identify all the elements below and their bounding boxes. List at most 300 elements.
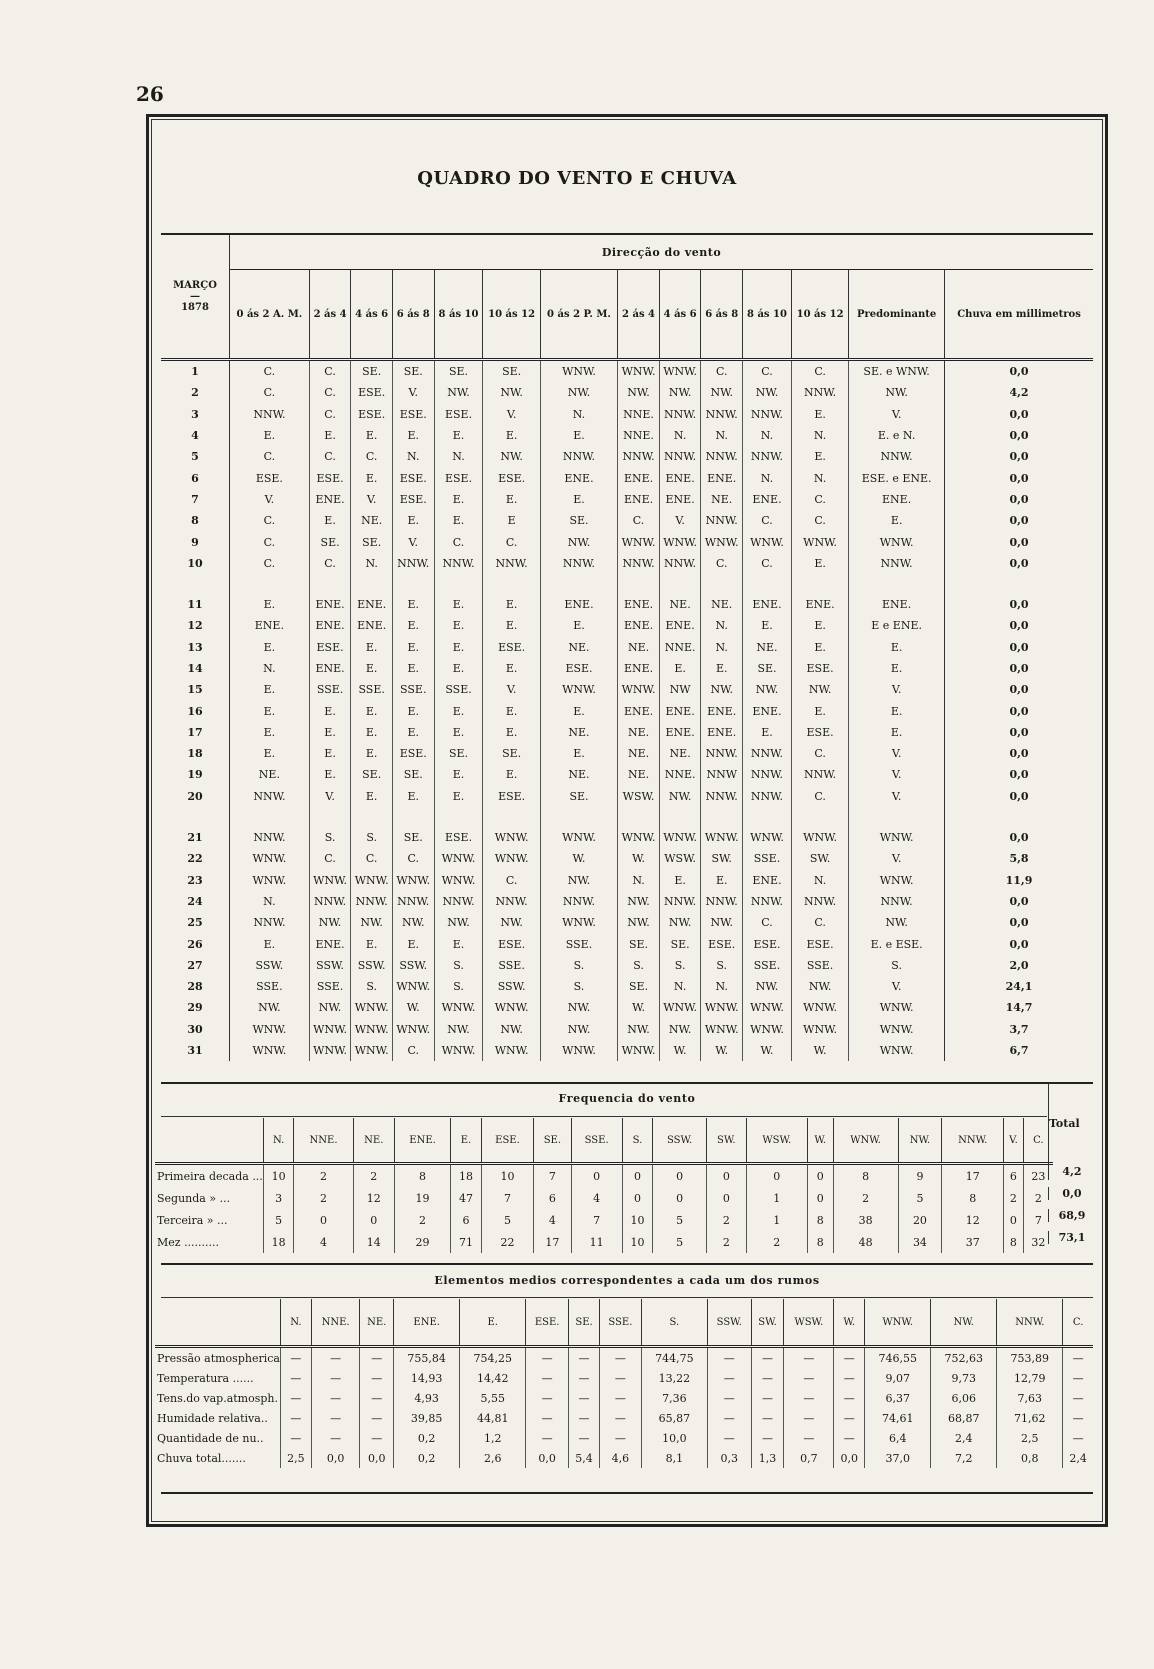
direction-cell: NW. [483,912,540,933]
direction-cell: N. [743,425,792,446]
direction-cell: E. [230,700,310,721]
day-cell: 2 [161,382,230,403]
element-cell: — [751,1368,784,1388]
day-cell: 24 [161,891,230,912]
direction-cell: V. [230,489,310,510]
direction-cell: C. [618,510,660,531]
element-cell: 2,4 [931,1428,997,1448]
element-cell: — [834,1428,865,1448]
frequency-cell: 5 [653,1209,707,1231]
table-row [161,997,1093,1018]
direction-cell: E. [230,933,310,954]
direction-cell: W. [743,1040,792,1061]
gap-cell [230,807,310,827]
direction-cell: E. [230,425,310,446]
month-separator: — [190,291,200,302]
direction-cell: E. [392,637,434,658]
direction-cell: NNW. [659,404,701,425]
direction-cell: ENE. [618,658,660,679]
rain-cell: 0,0 [945,933,1093,954]
table-row [155,1428,1093,1448]
table-row [161,425,1093,446]
direction-cell: N. [618,870,660,891]
column-header: NNW. [942,1118,1004,1164]
table-row [161,848,1093,869]
rain-cell: 0,0 [945,615,1093,636]
decade-gap [161,574,1093,594]
direction-cell: SE. [351,360,393,383]
element-cell: 71,62 [997,1408,1063,1428]
column-header: WSW. [746,1118,807,1164]
element-cell: 7,63 [997,1388,1063,1408]
direction-cell: SSW. [392,955,434,976]
table-row [155,1209,1053,1231]
day-cell: 23 [161,870,230,891]
rain-cell: 0,0 [945,489,1093,510]
direction-cell: C. [743,510,792,531]
element-cell: 6,4 [865,1428,931,1448]
day-cell: 21 [161,827,230,848]
direction-cell: ENE. [618,615,660,636]
direction-cell: NW. [618,382,660,403]
direction-cell: NNW. [483,553,540,574]
direction-group-header: Direcção do vento [230,235,1094,270]
direction-cell: C. [351,446,393,467]
gap-cell [743,574,792,594]
element-cell: 8,1 [641,1448,707,1468]
direction-cell: WNW. [540,912,618,933]
direction-cell: C. [743,360,792,383]
day-cell: 8 [161,510,230,531]
frequency-cell: 2 [706,1209,746,1231]
rain-cell: 0,0 [945,404,1093,425]
frequency-cell: 2 [746,1231,807,1253]
direction-cell: NW. [434,382,483,403]
element-cell: — [1063,1408,1093,1428]
direction-cell: N. [743,467,792,488]
direction-cell: S. [849,955,945,976]
direction-cell: NW. [540,997,618,1018]
direction-cell: S. [540,955,618,976]
direction-cell: C. [434,531,483,552]
table-row [161,743,1093,764]
direction-cell: ESE. [483,933,540,954]
direction-cell: NE. [743,637,792,658]
direction-cell: E. [351,743,393,764]
direction-cell: ESE. [540,658,618,679]
frequency-cell: 32 [1023,1231,1053,1253]
direction-cell: NNW. [659,553,701,574]
table-row [161,594,1093,615]
gap-cell [945,807,1093,827]
column-header: NNW. [997,1299,1063,1347]
direction-cell: WNW. [230,1019,310,1040]
direction-cell: WNW. [618,360,660,383]
direction-cell: WNW. [434,848,483,869]
frequency-cell: 0 [571,1164,622,1188]
direction-cell: ESE. [791,933,848,954]
frequency-cell: 37 [942,1231,1004,1253]
frequency-cell: 8 [833,1164,898,1188]
day-cell: 20 [161,786,230,807]
direction-cell: E. [849,637,945,658]
table-row [155,1231,1053,1253]
day-cell: 22 [161,848,230,869]
column-header: WNW. [833,1118,898,1164]
direction-cell: WNW. [392,1019,434,1040]
element-cell: 6,37 [865,1388,931,1408]
direction-cell: V. [849,764,945,785]
day-cell: 12 [161,615,230,636]
direction-cell: E. [434,764,483,785]
direction-cell: SE. [618,933,660,954]
direction-cell: N. [791,467,848,488]
direction-cell: E. [791,615,848,636]
direction-cell: WNW. [434,1040,483,1061]
direction-cell: WNW. [230,1040,310,1061]
direction-cell: E. [351,722,393,743]
table-row [161,912,1093,933]
direction-cell: WNW. [791,827,848,848]
table-row [161,467,1093,488]
direction-cell: N. [434,446,483,467]
frequency-cell: 2 [706,1231,746,1253]
row-label: Humidade relativa.. [157,1411,268,1425]
direction-cell: E. [309,700,351,721]
element-cell: — [280,1428,311,1448]
direction-cell: WNW. [618,827,660,848]
element-cell: 753,89 [997,1347,1063,1369]
rain-cell: 0,0 [945,679,1093,700]
direction-cell: NNE. [618,404,660,425]
rain-cell: 0,0 [945,700,1093,721]
direction-cell: E. [849,658,945,679]
direction-cell: WNW. [849,827,945,848]
element-cell: 0,8 [997,1448,1063,1468]
direction-cell: NE. [618,722,660,743]
direction-cell: WNW. [618,679,660,700]
gap-cell [701,807,743,827]
direction-cell: WNW. [540,679,618,700]
row-label: Segunda » ... [157,1191,231,1205]
element-cell: 5,4 [569,1448,600,1468]
direction-cell: E. [791,553,848,574]
rain-cell: 0,0 [945,786,1093,807]
direction-cell: NNW. [309,891,351,912]
column-header: 0 ás 2 P. M. [540,270,618,360]
direction-cell: NW. [230,997,310,1018]
direction-cell: E. [392,615,434,636]
frequency-cell: 6 [451,1209,482,1231]
element-cell: 1,2 [460,1428,526,1448]
direction-cell: SSE. [230,976,310,997]
direction-cell: NNW. [540,446,618,467]
direction-cell: NW. [483,382,540,403]
element-cell: — [707,1368,751,1388]
direction-cell: N. [791,870,848,891]
rain-cell: 0,0 [945,722,1093,743]
direction-cell: NE. [540,637,618,658]
column-header: 2 ás 4 [618,270,660,360]
element-cell: 2,5 [280,1448,311,1468]
direction-cell: ESE. [483,467,540,488]
table-row [155,1368,1093,1388]
element-cell: — [600,1408,642,1428]
direction-cell: SE. [351,531,393,552]
table-row [161,764,1093,785]
direction-cell: NW. [618,1019,660,1040]
direction-cell: WNW. [434,870,483,891]
column-header: 10 ás 12 [483,270,540,360]
frequency-cell: 2 [394,1209,450,1231]
rain-cell: 0,0 [945,594,1093,615]
row-label: Pressão atmospherica [157,1351,280,1365]
column-header: ESE. [481,1118,533,1164]
rain-cell: 0,0 [945,467,1093,488]
direction-cell: E. [540,425,618,446]
direction-cell: E. [351,786,393,807]
direction-cell: E. [791,404,848,425]
direction-cell: SE. [483,743,540,764]
frequency-cell: 18 [451,1164,482,1188]
direction-cell: NNE. [659,764,701,785]
row-label: Primeira decada ... [157,1169,263,1183]
direction-cell: NW. [540,870,618,891]
column-header: SSW. [653,1118,707,1164]
element-cell: 0,0 [311,1448,359,1468]
direction-cell: C. [791,489,848,510]
direction-cell: E. [743,722,792,743]
direction-cell: NE. [540,722,618,743]
element-cell: — [707,1388,751,1408]
rule-elements-sub [161,1297,1093,1298]
direction-cell: C. [743,912,792,933]
rain-cell: 0,0 [945,360,1093,383]
direction-cell: SSE. [309,976,351,997]
direction-cell: WNW. [849,870,945,891]
direction-cell: ENE. [618,489,660,510]
direction-cell: WNW. [540,1040,618,1061]
direction-cell: NW. [483,446,540,467]
day-cell: 29 [161,997,230,1018]
direction-cell: SSW. [351,955,393,976]
table-row [161,615,1093,636]
element-cell: 4,93 [394,1388,460,1408]
rain-cell: 11,9 [945,870,1093,891]
frequency-cell: 6 [1004,1164,1024,1188]
element-cell: 44,81 [460,1408,526,1428]
element-cell: 2,6 [460,1448,526,1468]
frequency-cell: 47 [451,1187,482,1209]
element-cell: — [834,1368,865,1388]
element-cell: — [360,1388,394,1408]
frequency-cell: 2 [833,1187,898,1209]
table-row [161,1019,1093,1040]
direction-cell: E. [309,743,351,764]
element-cell: 13,22 [641,1368,707,1388]
direction-cell: E. [434,594,483,615]
direction-cell: NNE. [618,425,660,446]
direction-cell: E. [392,658,434,679]
element-cell: 755,84 [394,1347,460,1369]
direction-cell: NE. [540,764,618,785]
element-cell: — [360,1428,394,1448]
table-row [155,1408,1093,1428]
direction-cell: C. [309,553,351,574]
direction-cell: C. [309,382,351,403]
direction-cell: SE. [659,933,701,954]
frequency-cell: 0 [706,1164,746,1188]
rain-cell: 0,0 [945,553,1093,574]
direction-cell: C. [791,743,848,764]
direction-cell: C. [791,360,848,383]
column-header: N. [263,1118,294,1164]
row-label: Terceira » ... [157,1213,228,1227]
frequency-cell: 71 [451,1231,482,1253]
column-header: NW. [898,1118,942,1164]
frequency-cell: 2 [1023,1187,1053,1209]
frequency-cell: 29 [394,1231,450,1253]
column-header: 0 ás 2 A. M. [230,270,310,360]
direction-cell: E. e ESE. [849,933,945,954]
direction-cell: NNW. [230,404,310,425]
frequency-cell: 4 [534,1209,571,1231]
element-cell: — [526,1408,569,1428]
direction-cell: WNW. [351,870,393,891]
direction-cell: ENE. [309,658,351,679]
frequency-cell: 7 [1023,1209,1053,1231]
table-row [161,827,1093,848]
frequency-cell: 0 [653,1164,707,1188]
rain-cell: 5,8 [945,848,1093,869]
direction-cell: WSW. [659,848,701,869]
frequency-cell: 0 [622,1164,653,1188]
frequency-cell: 0 [706,1187,746,1209]
direction-cell: WNW. [483,827,540,848]
direction-cell: ESE. [230,467,310,488]
frequency-cell: 8 [942,1187,1004,1209]
element-cell: — [280,1347,311,1369]
direction-cell: ENE. [618,700,660,721]
direction-cell: SSE. [743,848,792,869]
element-cell: — [834,1347,865,1369]
element-cell: — [569,1428,600,1448]
direction-cell: NW. [791,679,848,700]
direction-cell: E. [434,658,483,679]
gap-cell [161,807,230,827]
direction-cell: E. [392,933,434,954]
gap-cell [351,574,393,594]
frequency-cell: 9 [898,1164,942,1188]
direction-cell: E. [434,933,483,954]
wind-frequency-table [155,1118,1053,1253]
direction-cell: NE. [618,743,660,764]
table-row [161,658,1093,679]
direction-cell: ENE. [701,700,743,721]
direction-cell: NE. [701,489,743,510]
direction-cell: C. [230,531,310,552]
direction-cell: V. [849,679,945,700]
direction-cell: ENE. [309,594,351,615]
column-header: S. [641,1299,707,1347]
element-cell: — [600,1388,642,1408]
gap-cell [434,807,483,827]
direction-cell: ENE. [791,594,848,615]
element-cell: — [360,1347,394,1369]
direction-cell: WNW. [540,827,618,848]
direction-cell: NE. [351,510,393,531]
direction-cell: E. [483,594,540,615]
direction-cell: NW. [701,912,743,933]
rain-cell: 0,0 [945,912,1093,933]
direction-cell: V. [483,679,540,700]
element-cell: 0,7 [784,1448,834,1468]
direction-cell: SSE. [434,679,483,700]
table-row [161,933,1093,954]
direction-cell: NNW. [849,891,945,912]
table-row [161,700,1093,721]
direction-cell: ENE. [659,489,701,510]
direction-cell: E. [434,425,483,446]
direction-cell: E. [434,510,483,531]
direction-cell: C. [230,446,310,467]
page-title: QUADRO DO VENTO E CHUVA [417,168,737,189]
column-header: WNW. [865,1299,931,1347]
direction-cell: N. [659,425,701,446]
frequency-cell: 11 [571,1231,622,1253]
table-row [161,637,1093,658]
rain-cell: 0,0 [945,637,1093,658]
direction-cell: WNW. [791,1019,848,1040]
gap-cell [540,574,618,594]
direction-cell: NNW. [701,446,743,467]
day-cell: 14 [161,658,230,679]
element-cell: — [311,1368,359,1388]
direction-cell: N. [701,425,743,446]
element-cell: 39,85 [394,1408,460,1428]
direction-cell: NNW. [230,827,310,848]
direction-cell: WNW. [309,1019,351,1040]
direction-cell: ENE. [659,615,701,636]
direction-cell: WNW. [618,1040,660,1061]
column-header: 6 ás 8 [701,270,743,360]
direction-cell: E [483,510,540,531]
direction-cell: C. [230,360,310,383]
direction-cell: NE. [659,594,701,615]
direction-cell: NNW. [743,891,792,912]
direction-cell: ENE. [743,700,792,721]
direction-cell: ENE. [351,615,393,636]
direction-cell: NNW. [743,446,792,467]
frequency-cell: 0 [622,1187,653,1209]
element-cell: — [360,1408,394,1428]
day-cell: 7 [161,489,230,510]
direction-cell: WNW. [701,997,743,1018]
direction-cell: C. [483,870,540,891]
direction-cell: WNW. [701,1019,743,1040]
direction-cell: ENE. [743,594,792,615]
direction-cell: E. [309,764,351,785]
element-cell: — [280,1368,311,1388]
direction-cell: NW. [309,997,351,1018]
element-cell: 7,36 [641,1388,707,1408]
direction-cell: V. [392,531,434,552]
direction-cell: ENE. [743,489,792,510]
gap-cell [540,807,618,827]
direction-cell: W. [540,848,618,869]
gap-cell [483,574,540,594]
direction-cell: NNW. [701,404,743,425]
